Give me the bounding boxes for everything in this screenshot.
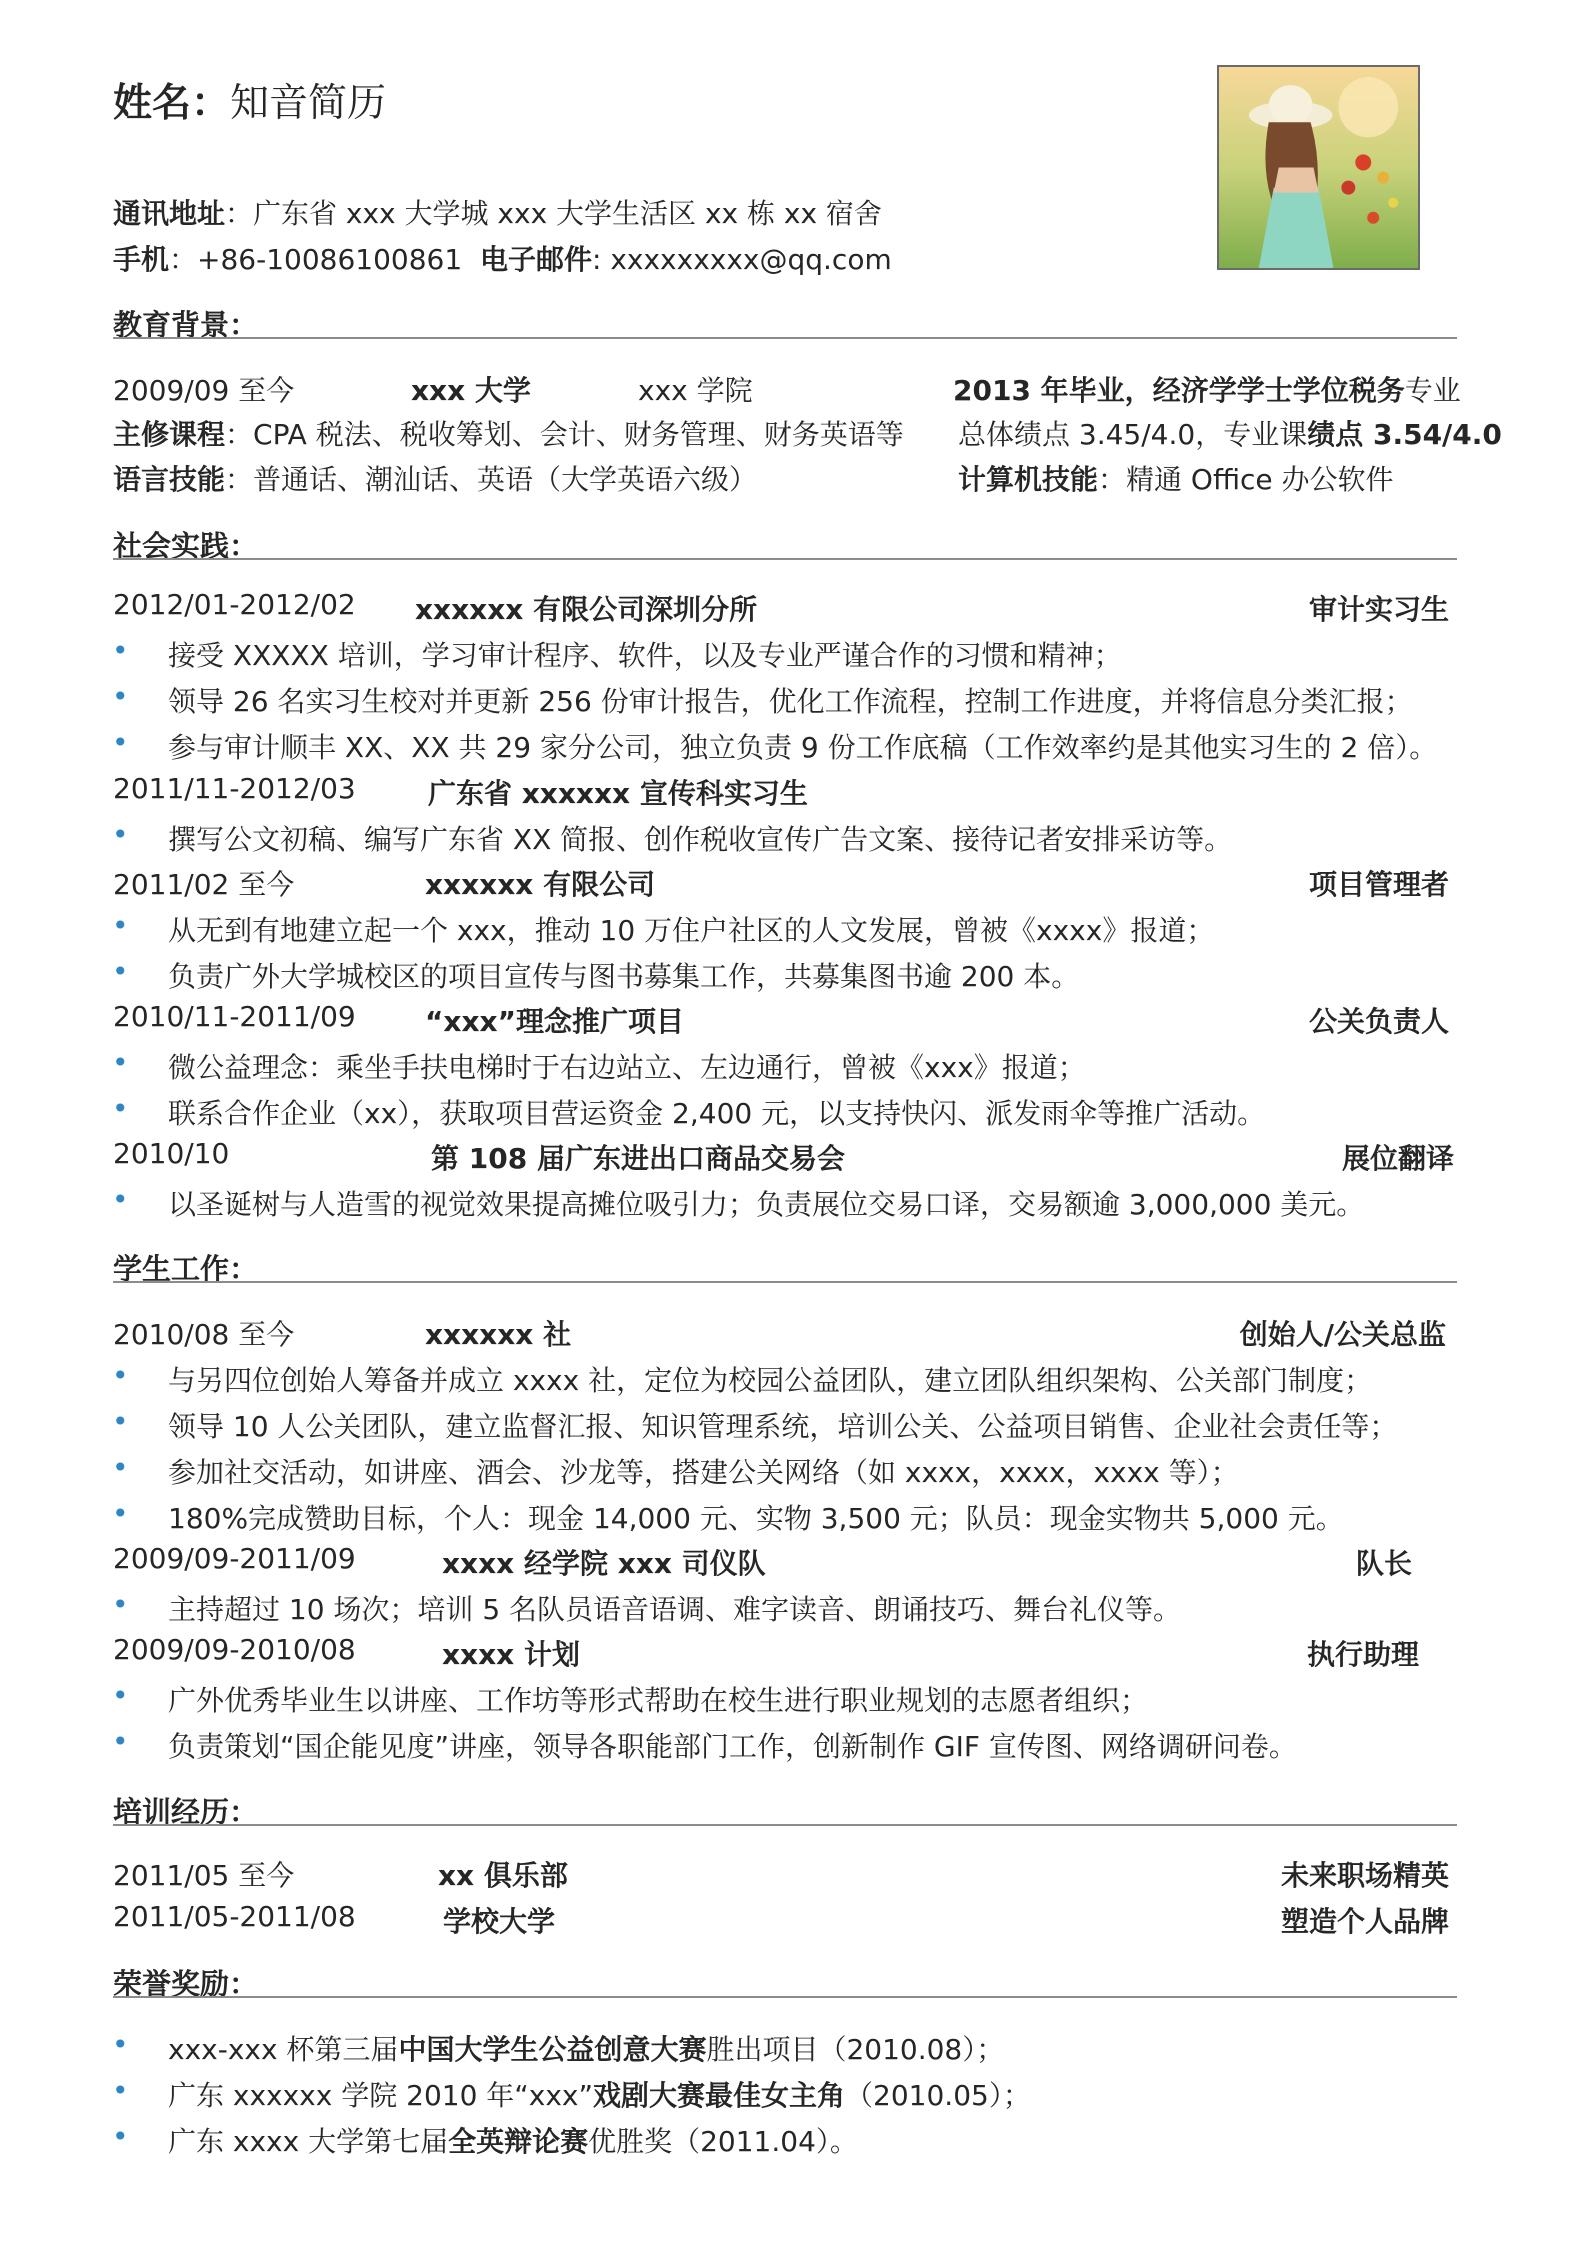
honors-title: 荣誉奖励： <box>113 1967 259 2001</box>
student-work-title: 学生工作： <box>113 1252 259 1286</box>
student-bullet: 广外优秀毕业生以讲座、工作坊等形式帮助在校生进行职业规划的志愿者组织； <box>168 1684 1149 1717</box>
honor-pre: 广东 xxxxxx 学院 2010 年“xxx” <box>168 2079 594 2112</box>
honor-pre: 广东 xxxx 大学第七届 <box>168 2125 449 2158</box>
bullet-icon: • <box>112 2074 129 2107</box>
practice-bullet: 接受 XXXXX 培训，学习审计程序、软件，以及专业严谨合作的习惯和精神； <box>168 639 1122 672</box>
phone-value: ：+86-10086100861 <box>169 243 463 276</box>
practice-org: “xxx”理念推广项目 <box>425 1005 684 1038</box>
practice-role: 展位翻译 <box>1341 1142 1454 1175</box>
email-value: : xxxxxxxxx@qq.com <box>592 243 892 276</box>
practice-period: 2010/10 <box>113 1137 230 1170</box>
training-org: 学校大学 <box>443 1905 556 1938</box>
courses-label: 主修课程 <box>113 418 226 451</box>
student-bullet: 负责策划“国企能见度”讲座，领导各职能部门工作，创新制作 GIF 宣传图、网络调研问卷。 <box>168 1730 1297 1763</box>
practice-period: 2011/02 至今 <box>113 868 295 901</box>
bullet-icon: • <box>112 955 129 988</box>
practice-bullet: 以圣诞树与人造雪的视觉效果提高摊位吸引力；负责展位交易口译，交易额逾 3,000,000 美元。 <box>168 1188 1365 1221</box>
practice-org: 广东省 xxxxxx 宣传科实习生 <box>428 777 808 810</box>
education-period: 2009/09 至今 <box>113 374 295 407</box>
student-org: xxxx 计划 <box>442 1638 580 1671</box>
bullet-icon: • <box>112 1183 129 1216</box>
honor-post: 胜出项目（2010.08）； <box>706 2033 1005 2066</box>
student-org: xxxx 经学院 xxx 司仪队 <box>442 1547 766 1580</box>
bullet-icon: • <box>112 1359 129 1392</box>
student-org: xxxxxx 社 <box>425 1318 572 1351</box>
practice-bullet: 参与审计顺丰 XX、XX 共 29 家分公司，独立负责 9 份工作底稿（工作效率约是其他实习生的 2 倍）。 <box>168 731 1438 764</box>
student-bullet: 主持超过 10 场次；培训 5 名队员语音语调、难字读音、朗诵技巧、舞台礼仪等。 <box>168 1593 1182 1626</box>
grad-year: 2013 年毕业， <box>953 374 1153 407</box>
courses-line <box>113 413 904 453</box>
student-bullet: 参加社交活动，如讲座、酒会、沙龙等，搭建公关网络（如 xxxx，xxxx，xxxx 等）； <box>168 1456 1239 1489</box>
bullet-icon: • <box>112 726 129 759</box>
practice-bullet: 微公益理念：乘坐手扶电梯时于右边站立、左边通行，曾被《xxx》报道； <box>168 1051 1086 1084</box>
student-bullet: 180%完成赞助目标，个人：现金 14,000 元、实物 3,500 元；队员：现金实物共 5,000 元。 <box>168 1502 1344 1535</box>
honor-item <box>168 2074 1031 2114</box>
training-title: 培训经历： <box>113 1795 259 1829</box>
bullet-icon: • <box>112 818 129 851</box>
practice-bullet: 撰写公文初稿、编写广东省 XX 简报、创作税收宣传广告文案、接待记者安排采访等。 <box>168 823 1233 856</box>
bullet-icon: • <box>112 2028 129 2061</box>
computer-line <box>958 458 1394 498</box>
bullet-icon: • <box>112 1725 129 1758</box>
honor-post: 优胜奖（2011.04）。 <box>588 2125 858 2158</box>
address-label: 通讯地址 <box>113 197 226 230</box>
practice-role: 公关负责人 <box>1308 1005 1449 1038</box>
courses-value: ：CPA 税法、税收筹划、会计、财务管理、财务英语等 <box>225 418 904 451</box>
education-school: xxx 大学 <box>411 374 531 407</box>
practice-period: 2012/01-2012/02 <box>113 588 356 621</box>
language-line <box>113 458 757 498</box>
honors-divider <box>113 1996 1457 1998</box>
bullet-icon: • <box>112 1588 129 1621</box>
practice-divider <box>113 558 1457 560</box>
education-degree-line <box>953 369 1461 409</box>
student-role: 执行助理 <box>1306 1638 1419 1671</box>
practice-period: 2010/11-2011/09 <box>113 1000 356 1033</box>
student-bullet: 与另四位创始人筹备并成立 xxxx 社，定位为校园公益团队，建立团队组织架构、公关部门制度； <box>168 1364 1373 1397</box>
address-value: ：广东省 xxx 大学城 xxx 大学生活区 xx 栋 xx 宿舍 <box>225 197 882 230</box>
degree: 经济学学士学位 <box>1152 374 1349 407</box>
honor-pre: xxx-xxx 杯第三届 <box>168 2033 399 2066</box>
practice-role: 项目管理者 <box>1308 868 1449 901</box>
bullet-icon: • <box>112 680 129 713</box>
training-org: xx 俱乐部 <box>438 1859 568 1892</box>
student-period: 2010/08 至今 <box>113 1318 295 1351</box>
computer-label: 计算机技能 <box>958 463 1099 496</box>
major: 税务 <box>1348 374 1405 407</box>
student-period: 2009/09-2010/08 <box>113 1633 356 1666</box>
name-value: 知音简历 <box>230 81 387 126</box>
name-label: 姓名： <box>113 81 231 126</box>
address-line <box>113 192 882 232</box>
training-role: 塑造个人品牌 <box>1280 1905 1449 1938</box>
language-label: 语言技能 <box>113 463 226 496</box>
email-label: 电子邮件 <box>480 243 593 276</box>
gpa-major: 绩点 3.54/4.0 <box>1307 418 1502 451</box>
honor-bold: 全英辩论赛 <box>448 2125 589 2158</box>
training-period: 2011/05-2011/08 <box>113 1900 356 1933</box>
student-bullet: 领导 10 人公关团队，建立监督汇报、知识管理系统，培训公关、公益项目销售、企业社会责任等； <box>168 1410 1398 1443</box>
bullet-icon: • <box>112 634 129 667</box>
student-role: 队长 <box>1355 1547 1412 1580</box>
practice-title: 社会实践： <box>113 529 259 563</box>
language-value: ：普通话、潮汕话、英语（大学英语六级） <box>225 463 758 496</box>
honor-bold: 戏剧大赛最佳女主角 <box>593 2079 846 2112</box>
gpa-line <box>958 413 1502 453</box>
education-title: 教育背景： <box>113 308 259 342</box>
practice-period: 2011/11-2012/03 <box>113 772 356 805</box>
practice-org: xxxxxx 有限公司深圳分所 <box>415 593 758 626</box>
training-period: 2011/05 至今 <box>113 1859 295 1892</box>
bullet-icon: • <box>112 1497 129 1530</box>
email-line <box>480 238 892 278</box>
phone-line <box>113 238 462 278</box>
practice-bullet: 从无到有地建立起一个 xxx，推动 10 万住户社区的人文发展，曾被《xxxx》报道； <box>168 914 1215 947</box>
bullet-icon: • <box>112 2120 129 2153</box>
practice-bullet: 领导 26 名实习生校对并更新 256 份审计报告，优化工作流程，控制工作进度，并将信息分类汇报； <box>168 685 1413 718</box>
student-role: 创始人/公关总监 <box>1239 1318 1446 1351</box>
practice-role: 审计实习生 <box>1308 593 1449 626</box>
practice-org: 第 108 届广东进出口商品交易会 <box>431 1142 845 1175</box>
honor-bold: 中国大学生公益创意大赛 <box>398 2033 707 2066</box>
computer-value: ：精通 Office 办公软件 <box>1098 463 1394 496</box>
bullet-icon: • <box>112 1046 129 1079</box>
training-role: 未来职场精英 <box>1280 1859 1449 1892</box>
honor-post: （2010.05）； <box>845 2079 1031 2112</box>
bullet-icon: • <box>112 1405 129 1438</box>
phone-label: 手机 <box>113 243 170 276</box>
resume-name <box>113 72 386 128</box>
student-period: 2009/09-2011/09 <box>113 1542 356 1575</box>
profile-photo <box>1217 65 1420 270</box>
major-suffix: 专业 <box>1404 374 1461 407</box>
practice-org: xxxxxx 有限公司 <box>425 868 656 901</box>
honor-item <box>168 2028 1004 2068</box>
practice-bullet: 联系合作企业（xx），获取项目营运资金 2,400 元，以支持快闪、派发雨伞等推广活动。 <box>168 1097 1266 1130</box>
bullet-icon: • <box>112 1679 129 1712</box>
training-divider <box>113 1824 1457 1826</box>
bullet-icon: • <box>112 909 129 942</box>
education-college: xxx 学院 <box>638 374 753 407</box>
education-divider <box>113 337 1457 339</box>
practice-bullet: 负责广外大学城校区的项目宣传与图书募集工作，共募集图书逾 200 本。 <box>168 960 1080 993</box>
honor-item <box>168 2120 858 2160</box>
gpa-text: 总体绩点 3.45/4.0，专业课 <box>958 418 1308 451</box>
bullet-icon: • <box>112 1092 129 1125</box>
student-work-divider <box>113 1281 1457 1283</box>
bullet-icon: • <box>112 1451 129 1484</box>
